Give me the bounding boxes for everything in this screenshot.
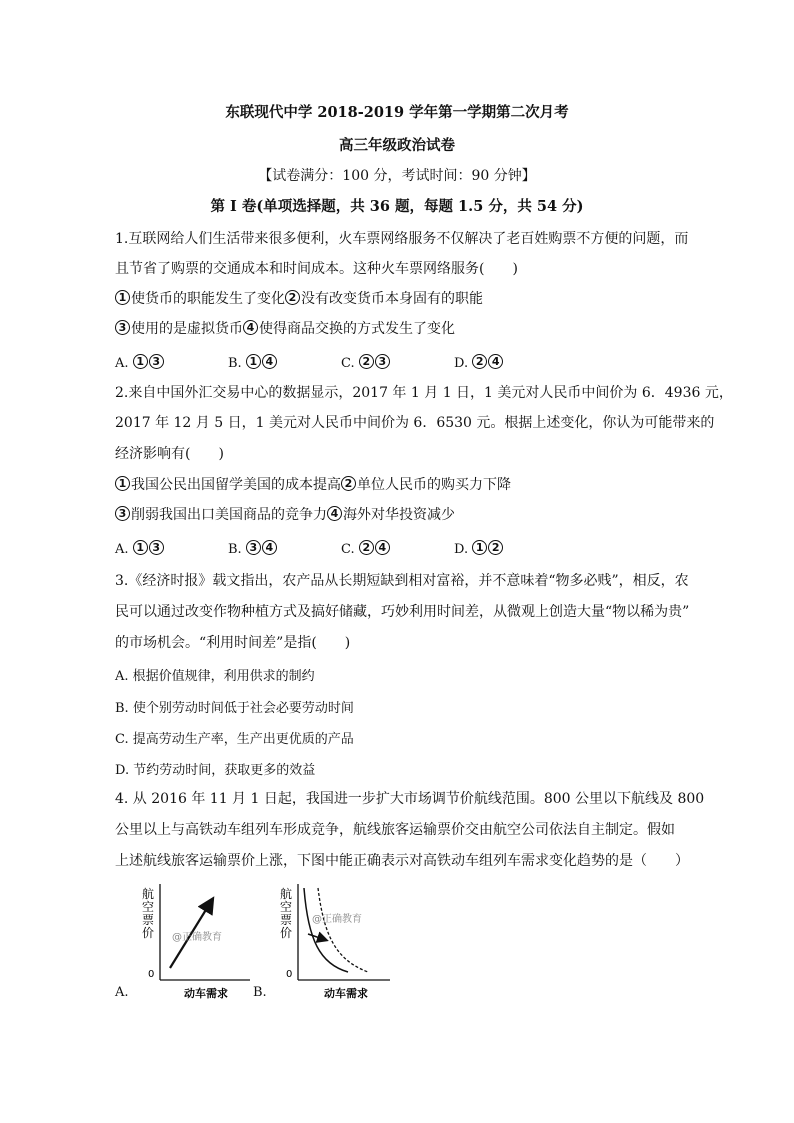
q2-statement-3: 削弱我国出口美国商品的竞争力 <box>131 507 327 523</box>
q2-stem-line1: 2.来自中国外汇交易中心的数据显示，2017 年 1 月 1 日，1 美元对人民币中间价为 6．4936 元， <box>115 385 733 401</box>
shift-arrow <box>308 934 326 940</box>
circled-number-4: 4 <box>243 320 258 335</box>
section-heading: 第 Ⅰ 卷(单项选择题，共 36 题，每题 1.5 分，共 54 分) <box>210 198 584 215</box>
q1-statements-row2 <box>115 320 455 338</box>
y-label-4: 价 <box>142 926 155 940</box>
q2-option-a[interactable]: A. 1 3 <box>115 540 165 557</box>
q2-option-c[interactable]: C. 2 4 <box>341 540 391 557</box>
q1-option-d[interactable]: D. 2 4 <box>454 354 504 371</box>
q2-stem-line3: 经济影响有( ) <box>115 446 224 462</box>
q1-stem-line1: 1.互联网给人们生活带来很多便利，火车票网络服务不仅解决了老百姓购票不方便的问题，而 <box>115 231 689 247</box>
q3-stem-line1: 3.《经济时报》载文指出，农产品从长期短缺到相对富裕，并不意味着“物多必贱”，相反，农 <box>115 573 689 589</box>
origin-label: 0 <box>286 969 293 980</box>
exam-subtitle: 高三年级政治试卷 <box>339 137 455 154</box>
q2-statement-4: 海外对华投资减少 <box>343 507 455 523</box>
origin-label: 0 <box>148 969 155 980</box>
q4-stem-line2: 公里以上与高铁动车组列车形成竞争，航线旅客运输票价交由航空公司依法自主制定。假如 <box>115 822 675 838</box>
watermark: @正确教育 <box>172 932 222 943</box>
q1-statement-1: 使货币的职能发生了变化 <box>131 291 285 307</box>
x-label: 动车需求 <box>184 987 228 1000</box>
q3-option-c[interactable]: C. 提高劳动生产率，生产出更优质的产品 <box>115 732 354 747</box>
q3-option-a[interactable]: A. 根据价值规律，利用供求的制约 <box>115 669 315 684</box>
q2-option-d[interactable]: D. 1 2 <box>454 540 504 557</box>
q2-statement-1: 我国公民出国留学美国的成本提高 <box>131 477 341 493</box>
q2-option-b[interactable]: B. 3 4 <box>228 540 278 557</box>
q3-stem-line2: 民可以通过改变作物种植方式及搞好储藏，巧妙利用时间差，从微观上创造大量“物以稀为贵” <box>115 604 690 620</box>
q2-statements-row2: 3 削弱我国出口美国商品的竞争力 4 海外对华投资减少 <box>115 506 455 524</box>
circled-number-3: 3 <box>115 320 130 335</box>
q4-option-b-label[interactable]: B. <box>253 985 267 1000</box>
q2-statements-row1: 1 我国公民出国留学美国的成本提高 2 单位人民币的购买力下降 <box>115 476 511 494</box>
q1-option-c[interactable]: C. 2 3 <box>341 354 391 371</box>
q1-option-b[interactable]: B. 1 4 <box>228 354 278 371</box>
q1-option-a[interactable]: A. 1 3 <box>115 354 165 371</box>
q1-statement-4: 使得商品交换的方式发生了变化 <box>259 321 455 337</box>
q2-stem-line2: 2017 年 12 月 5 日，1 美元对人民币中间价为 6．6530 元。根据上述变化，你认为可能带来的 <box>115 415 715 431</box>
y-label-2: 空 <box>142 900 155 914</box>
q4-stem-line1: 4. 从 2016 年 11 月 1 日起，我国进一步扩大市场调节价航线范围。800 公里以下航线及 800 <box>115 791 705 807</box>
q3-option-b[interactable]: B. 使个别劳动时间低于社会必要劳动时间 <box>115 701 354 716</box>
x-label: 动车需求 <box>324 987 368 1000</box>
q4-graph-b <box>268 880 393 1000</box>
circled-number-2: 2 <box>285 290 300 305</box>
y-label-3: 票 <box>142 913 155 927</box>
y-label-1: 航 <box>280 887 293 901</box>
exam-meta: 【试卷满分：100 分，考试时间：90 分钟】 <box>258 168 536 184</box>
q3-option-d[interactable]: D. 节约劳动时间，获取更多的效益 <box>115 763 316 778</box>
y-label-4: 价 <box>280 926 293 940</box>
watermark: @正确教育 <box>312 914 362 925</box>
circled-number-1: 1 <box>115 290 130 305</box>
y-label-2: 空 <box>280 900 293 914</box>
q1-stem-line2: 且节省了购票的交通成本和时间成本。这种火车票网络服务( ) <box>115 261 518 277</box>
q4-graph-a <box>128 880 253 1000</box>
exam-title: 东联现代中学 2018-2019 学年第一学期第二次月考 <box>225 104 569 121</box>
q2-statement-2: 单位人民币的购买力下降 <box>357 477 511 493</box>
q1-statements-row1 <box>115 290 483 308</box>
q4-option-a-label[interactable]: A. <box>115 985 129 1000</box>
y-label-3: 票 <box>280 913 293 927</box>
y-label-1: 航 <box>142 887 155 901</box>
q1-statement-2: 没有改变货币本身固有的职能 <box>301 291 483 307</box>
q1-statement-3: 使用的是虚拟货币 <box>131 321 243 337</box>
q4-stem-line3: 上述航线旅客运输票价上涨，下图中能正确表示对高铁动车组列车需求变化趋势的是（ ） <box>115 853 689 869</box>
demand-curve-solid <box>304 888 348 972</box>
q3-stem-line3: 的市场机会。“利用时间差”是指( ) <box>115 635 351 651</box>
